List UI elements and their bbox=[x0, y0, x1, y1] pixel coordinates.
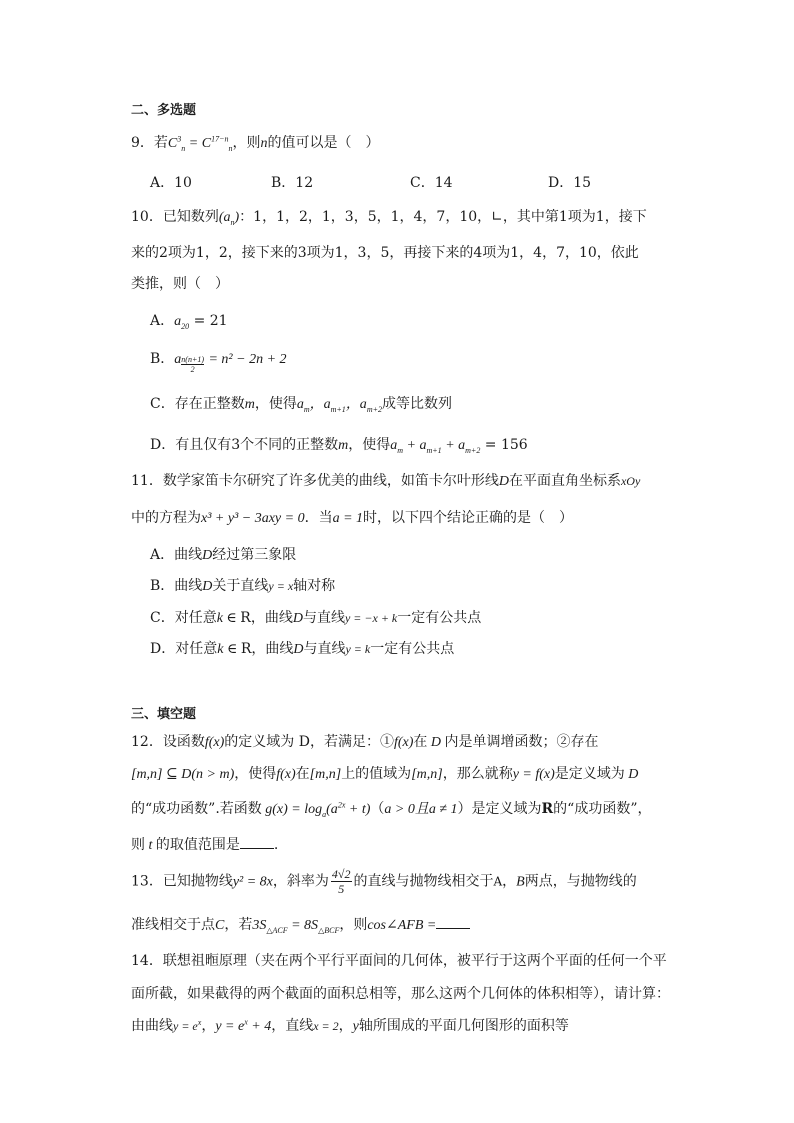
question-13-line2: 准线相交于点C，若$3S_{\triangle ACF} = 8S_{\triangle BCF}$，则cos∠AFB = bbox=[131, 914, 470, 936]
section-title-fill-in: 三、填空题 bbox=[131, 707, 197, 722]
question-12-line3: 的“成功函数”.若函数 $g(x) = \log_a(a^{2x} + t)(a > 0$且a ≠ 1）是定义域为R的“成功函数”， bbox=[131, 800, 652, 819]
section-title-multiple-choice: 二、多选题 bbox=[131, 103, 197, 118]
question-10-stem-line1: 10．已知数列$(a_n)$：1，1，2，1，3，5，1，4，7，10，∟，其中第1项为1，接下 bbox=[131, 209, 647, 227]
question-14-line3: 由曲线$y = e^x$，$y = e^x + 4$，直线x = 2，y轴所围成的平面几何图形的面积等 bbox=[131, 1017, 569, 1034]
question-9-stem: 9．若$C^3_n = C^{17-n}_n$，则n的值可以是（ ） bbox=[131, 134, 380, 153]
question-12-line4: 则 t 的取值范围是 . bbox=[131, 834, 278, 856]
q10-option-a: A．$a_{20} = 21$ bbox=[150, 313, 228, 331]
q11-option-d: D．对任意k ∈ R，曲线D与直线y = k一定有公共点 bbox=[150, 641, 455, 657]
question-12-line2: [m,n] ⊆ D(n > m)，使得f(x)在[m,n]上的值域为[m,n]，那么就称y = f(x)是定义域为 D bbox=[131, 766, 639, 782]
answer-blank[interactable] bbox=[240, 834, 274, 849]
question-13-line1: 13．已知抛物线y² = 8x，斜率为 $\frac{4√2}{5}$ 的直线与抛物线相交于A，B两点，与抛物线的 bbox=[131, 867, 637, 896]
q9-option-b: B．12 bbox=[271, 175, 314, 191]
question-10-stem-line2: 来的2项为1，2，接下来的3项为1，3，5，再接下来的4项为1，4，7，10，依此 bbox=[131, 245, 639, 261]
question-12-line1: 12．设函数f(x)的定义域为 D，若满足：①f(x)在 D 内是单调增函数；②存在 bbox=[131, 734, 599, 750]
q11-option-a: A．曲线D经过第三象限 bbox=[150, 547, 297, 563]
question-11-stem-line2: 中的方程为x³ + y³ − 3axy = 0．当a = 1时，以下四个结论正确的是（ ） bbox=[131, 510, 574, 526]
question-14-line2: 面所截，如果截得的两个截面的面积总相等，那么这两个几何体的体积相等），请计算： bbox=[131, 986, 670, 1002]
slope-fraction: $\frac{4√2}{5}$ bbox=[331, 867, 351, 896]
q11-option-b: B．曲线D关于直线y = x轴对称 bbox=[150, 578, 336, 594]
q9-option-d: D．15 bbox=[548, 175, 592, 191]
question-14-line1: 14．联想祖暅原理（夹在两个平行平面间的几何体，被平行于这两个平面的任何一个平 bbox=[131, 953, 667, 969]
q10-option-b: B．a $_{\frac{n(n+1)}{2}}$ = n² − 2n + 2 bbox=[150, 351, 287, 375]
question-10-stem-line3: 类推，则（ ） bbox=[131, 276, 229, 292]
q11-option-c: C．对任意k ∈ R，曲线D与直线y = −x + k一定有公共点 bbox=[150, 610, 482, 626]
q9-option-a: A．10 bbox=[150, 175, 192, 191]
answer-blank[interactable] bbox=[436, 914, 470, 929]
q10-option-d: D．有且仅有3个不同的正整数m，使得$a_m + a_{m+1} + a_{m+2} = 156$ bbox=[150, 437, 528, 455]
question-11-stem-line1: 11．数学家笛卡尔研究了许多优美的曲线，如笛卡尔叶形线D在平面直角坐标系xOy bbox=[131, 473, 641, 489]
combination-expression: $C^3_n = C^{17-n}_n$ bbox=[167, 134, 233, 153]
q10-option-c: C．存在正整数m，使得$a_m$，$a_{m+1}$，$a_{m+2}$成等比数列 bbox=[150, 396, 452, 414]
q9-option-c: C．14 bbox=[410, 175, 453, 191]
